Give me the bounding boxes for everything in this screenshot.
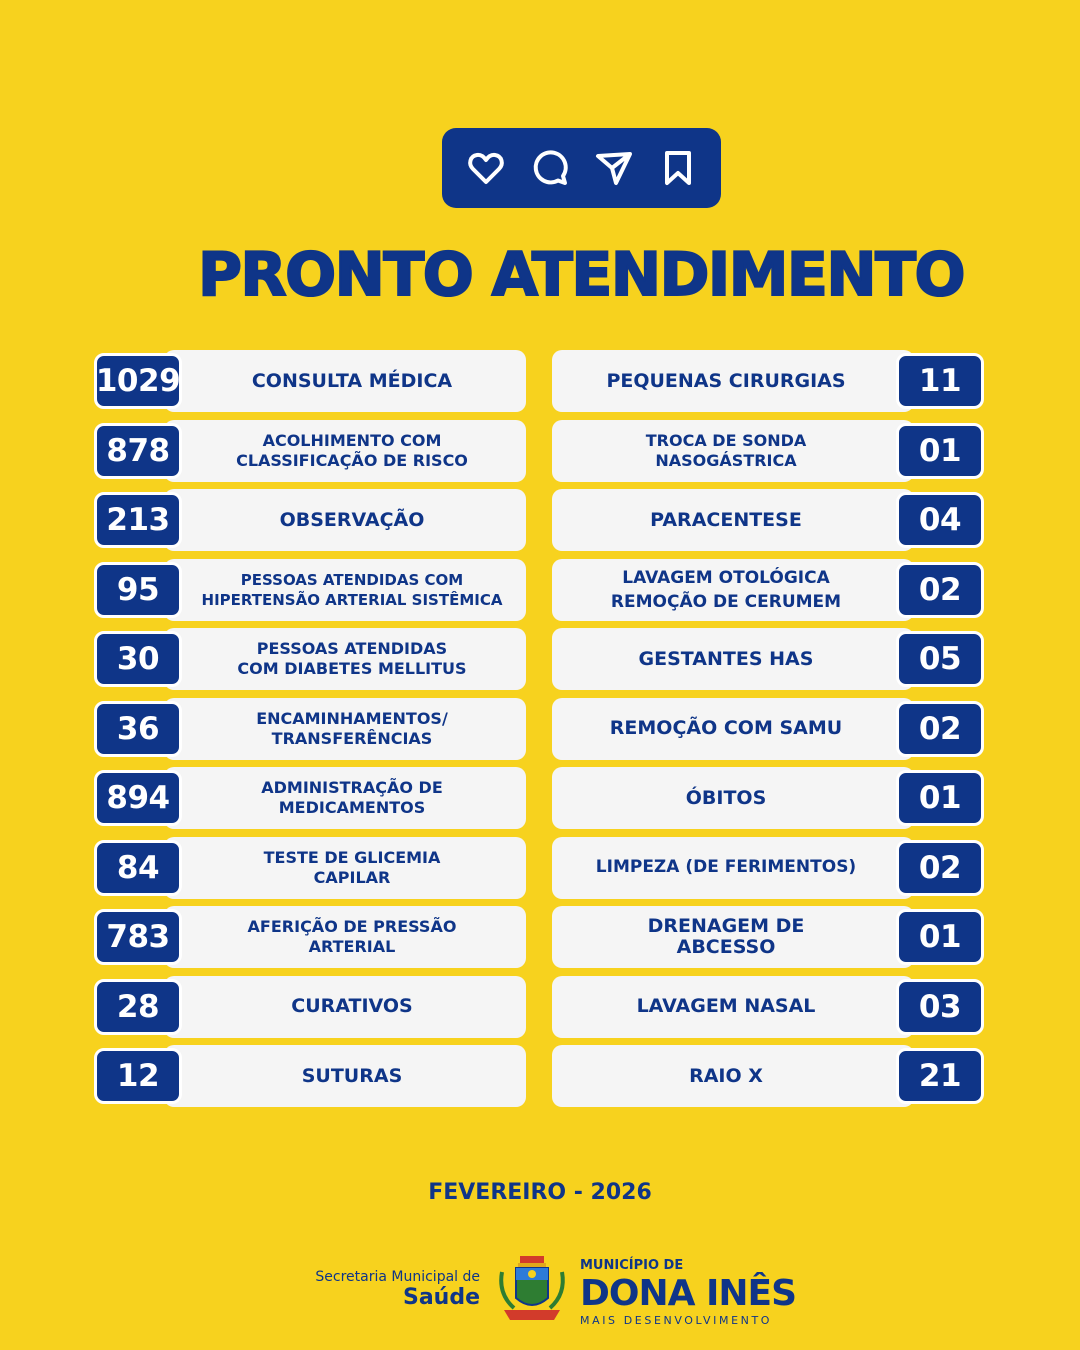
stat-value-badge: 01 bbox=[896, 423, 984, 479]
stat-value-badge: 02 bbox=[896, 701, 984, 757]
secretaria-line2: Saúde bbox=[402, 1285, 480, 1310]
stat-label: ACOLHIMENTO COM CLASSIFICAÇÃO DE RISCO bbox=[236, 430, 468, 470]
stat-row bbox=[552, 489, 984, 551]
stat-value-badge: 878 bbox=[94, 423, 182, 479]
stat-row bbox=[94, 698, 526, 760]
stat-label: REMOÇÃO COM SAMU bbox=[609, 717, 843, 739]
stat-label-pill bbox=[164, 559, 526, 621]
stat-label-pill bbox=[164, 489, 526, 551]
stat-label: CONSULTA MÉDICA bbox=[251, 369, 453, 392]
stat-label-pill bbox=[164, 1045, 526, 1107]
report-date: FEVEREIRO - 2026 bbox=[428, 1180, 652, 1205]
stat-row bbox=[552, 350, 984, 412]
stat-row bbox=[94, 837, 526, 899]
stat-label: GESTANTES HAS bbox=[638, 647, 814, 670]
stat-label: LIMPEZA (DE FERIMENTOS) bbox=[595, 857, 857, 877]
stat-value-badge: 894 bbox=[94, 770, 182, 826]
stat-value-badge: 02 bbox=[896, 840, 984, 896]
stat-row bbox=[552, 559, 984, 621]
stat-value-badge: 36 bbox=[94, 701, 182, 757]
stat-label: SUTURAS bbox=[301, 1064, 403, 1087]
stat-row bbox=[552, 906, 984, 968]
stat-row bbox=[94, 906, 526, 968]
stat-label-pill bbox=[164, 420, 526, 482]
stat-label: LAVAGEM NASAL bbox=[636, 995, 816, 1017]
secretaria-line1: Secretaria Municipal de bbox=[315, 1269, 480, 1285]
left-stats-column bbox=[94, 350, 526, 1115]
stat-value-badge: 21 bbox=[896, 1048, 984, 1104]
stat-label-pill bbox=[164, 628, 526, 690]
stat-row bbox=[552, 1045, 984, 1107]
stat-label-pill bbox=[552, 976, 914, 1038]
stat-row bbox=[94, 628, 526, 690]
stat-value-badge: 02 bbox=[896, 562, 984, 618]
stat-label: LAVAGEM OTOLÓGICA REMOÇÃO DE CERUMEM bbox=[610, 567, 842, 612]
stat-label-pill bbox=[552, 350, 914, 412]
stat-row bbox=[94, 559, 526, 621]
stat-label-pill bbox=[164, 976, 526, 1038]
heart-icon[interactable] bbox=[466, 148, 506, 188]
right-stats-column bbox=[552, 350, 984, 1115]
stat-value-badge: 04 bbox=[896, 492, 984, 548]
stat-label-pill bbox=[164, 906, 526, 968]
stat-label-pill bbox=[552, 420, 914, 482]
stat-label: PEQUENAS CIRURGIAS bbox=[606, 369, 846, 392]
send-icon[interactable] bbox=[594, 148, 634, 188]
stat-value-badge: 783 bbox=[94, 909, 182, 965]
stat-value-badge: 1029 bbox=[94, 353, 182, 409]
stat-row bbox=[94, 767, 526, 829]
stat-label: OBSERVAÇÃO bbox=[279, 508, 425, 531]
stat-label-pill bbox=[164, 350, 526, 412]
stat-row bbox=[94, 976, 526, 1038]
municipio-line1: MUNICÍPIO DE bbox=[580, 1258, 684, 1273]
stat-label-pill bbox=[164, 837, 526, 899]
stat-row bbox=[552, 698, 984, 760]
stat-label: DRENAGEM DE ABCESSO bbox=[647, 915, 805, 958]
stat-row bbox=[552, 420, 984, 482]
stat-label-pill bbox=[552, 837, 914, 899]
stat-label: CURATIVOS bbox=[291, 995, 413, 1017]
stat-label-pill bbox=[552, 489, 914, 551]
stat-value-badge: 84 bbox=[94, 840, 182, 896]
social-icon-bar bbox=[442, 128, 721, 208]
secretaria-logo bbox=[282, 1268, 480, 1310]
stat-label: ÓBITOS bbox=[685, 786, 767, 809]
stat-label-pill bbox=[552, 906, 914, 968]
stat-label-pill bbox=[552, 698, 914, 760]
coat-of-arms-icon bbox=[494, 1254, 570, 1326]
stat-label: TESTE DE GLICEMIA CAPILAR bbox=[263, 847, 441, 887]
stat-label: AFERIÇÃO DE PRESSÃO ARTERIAL bbox=[247, 917, 457, 956]
municipio-name: DONA INÊS bbox=[580, 1273, 797, 1314]
stat-value-badge: 95 bbox=[94, 562, 182, 618]
page-title: PRONTO ATENDIMENTO bbox=[197, 240, 965, 310]
stat-row bbox=[552, 837, 984, 899]
stat-label: PESSOAS ATENDIDAS COM HIPERTENSÃO ARTERIAL SISTÊMICA bbox=[201, 570, 503, 609]
municipio-slogan: MAIS DESENVOLVIMENTO bbox=[580, 1314, 773, 1327]
stat-label-pill bbox=[164, 698, 526, 760]
stat-value-badge: 30 bbox=[94, 631, 182, 687]
stat-value-badge: 11 bbox=[896, 353, 984, 409]
stat-label-pill bbox=[552, 1045, 914, 1107]
stat-label: PESSOAS ATENDIDAS COM DIABETES MELLITUS bbox=[237, 639, 467, 678]
stat-value-badge: 05 bbox=[896, 631, 984, 687]
bookmark-icon[interactable] bbox=[658, 148, 698, 188]
stat-label: ENCAMINHAMENTOS/ TRANSFERÊNCIAS bbox=[256, 708, 448, 748]
stat-value-badge: 01 bbox=[896, 770, 984, 826]
stat-value-badge: 213 bbox=[94, 492, 182, 548]
stat-row bbox=[94, 1045, 526, 1107]
stat-label: ADMINISTRAÇÃO DE MEDICAMENTOS bbox=[261, 778, 443, 817]
stat-row bbox=[94, 489, 526, 551]
stat-value-badge: 01 bbox=[896, 909, 984, 965]
stat-label: PARACENTESE bbox=[650, 508, 802, 531]
stat-value-badge: 12 bbox=[94, 1048, 182, 1104]
comment-icon[interactable] bbox=[530, 148, 570, 188]
stat-label-pill bbox=[552, 767, 914, 829]
stat-label-pill bbox=[552, 559, 914, 621]
municipio-logo bbox=[580, 1258, 796, 1328]
stat-value-badge: 03 bbox=[896, 979, 984, 1035]
stat-label-pill bbox=[552, 628, 914, 690]
stat-row bbox=[552, 767, 984, 829]
stat-row bbox=[94, 350, 526, 412]
stat-value-badge: 28 bbox=[94, 979, 182, 1035]
stat-label: RAIO X bbox=[689, 1064, 763, 1087]
stat-row bbox=[552, 628, 984, 690]
stat-row bbox=[94, 420, 526, 482]
stat-row bbox=[552, 976, 984, 1038]
stat-label-pill bbox=[164, 767, 526, 829]
stat-label: TROCA DE SONDA NASOGÁSTRICA bbox=[645, 430, 807, 470]
